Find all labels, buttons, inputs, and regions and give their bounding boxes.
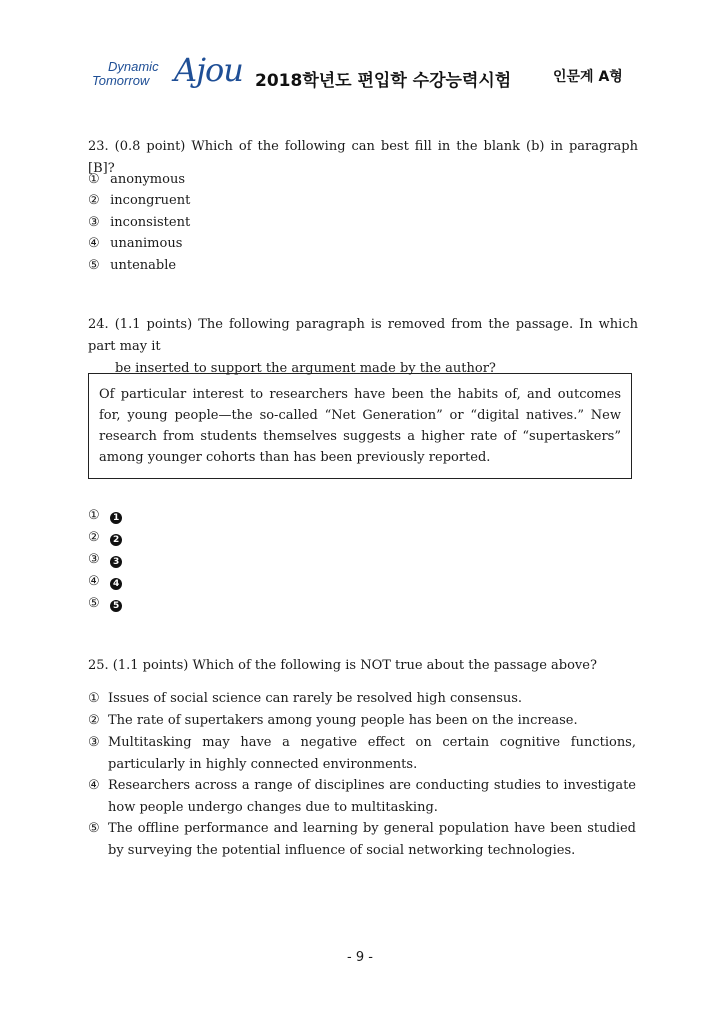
option-text: incongruent — [110, 193, 191, 208]
option-text: inconsistent — [110, 215, 191, 230]
option-number: ③ — [88, 735, 100, 750]
q23-option-4 — [88, 233, 182, 255]
option-text: Researchers across a range of disciplines are conducting studies to investigate how people undergo changes due to multitasking. — [108, 778, 636, 815]
page-header — [0, 0, 720, 120]
option-number: ② — [88, 713, 100, 728]
option-number: ④ — [88, 236, 100, 251]
option-number: ① — [88, 508, 100, 523]
q24-option-2 — [88, 527, 122, 549]
option-number: ⑤ — [88, 258, 100, 273]
option-number: ③ — [88, 552, 100, 567]
option-text: Multitasking may have a negative effect on certain cognitive functions, particularly in highly connected environments. — [108, 735, 636, 772]
question-24-prompt — [88, 314, 638, 380]
q24-option-1 — [88, 505, 122, 527]
option-text: Issues of social science can rarely be resolved high consensus. — [108, 691, 523, 706]
dingbat-number: 4 — [110, 578, 122, 590]
ajou-logo — [92, 51, 243, 112]
question-25-prompt: 25. (1.1 points) Which of the following is NOT true about the passage above? — [88, 658, 597, 673]
option-text: The rate of supertakers among young people has been on the increase. — [108, 713, 578, 728]
question-24-prompt-line1: 24. (1.1 points) The following paragraph is removed from the passage. In which part may it — [88, 317, 638, 354]
option-number: ② — [88, 193, 100, 208]
q25-option-2 — [88, 710, 636, 732]
dingbat-number: 2 — [110, 534, 122, 546]
q24-option-4 — [88, 571, 122, 593]
question-25 — [88, 655, 638, 677]
logo-brand: Ajou — [174, 51, 243, 89]
q23-option-3 — [88, 212, 190, 234]
q24-option-3 — [88, 549, 122, 571]
inserted-paragraph-box: Of particular interest to researchers have been the habits of, and outcomes for, young people—the so-called “Net Generation” or “digital natives.” New research from students themselves suggests a higher rate of “supertaskers” among younger cohorts than has been previously reported. — [88, 373, 632, 479]
option-number: ⑤ — [88, 596, 100, 611]
q24-option-5 — [88, 593, 122, 615]
logo-text-dynamic: Dynamic — [108, 59, 159, 74]
q23-option-5 — [88, 255, 176, 277]
question-24 — [88, 314, 638, 380]
exam-type: 인문계 A형 — [553, 69, 623, 85]
logo-text-tomorrow: Tomorrow — [92, 73, 150, 88]
option-number: ① — [88, 691, 100, 706]
question-23-prompt: 23. (0.8 point) Which of the following can best fill in the blank (b) in paragraph [B]? — [88, 139, 638, 176]
q25-option-4 — [88, 775, 636, 819]
option-number: ③ — [88, 215, 100, 230]
option-number: ④ — [88, 574, 100, 589]
option-text: unanimous — [110, 236, 183, 251]
option-text: anonymous — [110, 172, 186, 187]
page-number: - 9 - — [347, 950, 373, 965]
q25-option-3 — [88, 732, 636, 776]
option-number: ① — [88, 172, 100, 187]
option-number: ⑤ — [88, 821, 100, 836]
option-text: untenable — [110, 258, 177, 273]
dingbat-number: 5 — [110, 600, 122, 612]
dingbat-number: 1 — [110, 512, 122, 524]
q23-option-2 — [88, 190, 190, 212]
q25-option-5 — [88, 818, 636, 862]
q25-option-1 — [88, 688, 636, 710]
q23-option-1 — [88, 169, 185, 191]
option-text: The offline performance and learning by general population have been studied by surveying the potential influence of social networking technologies. — [108, 821, 636, 858]
exam-title: 2018학년도 편입학 수강능력시험 — [255, 71, 512, 91]
option-number: ② — [88, 530, 100, 545]
option-number: ④ — [88, 778, 100, 793]
dingbat-number: 3 — [110, 556, 122, 568]
question-24-prompt-line2: be inserted to support the argument made by the author? — [115, 361, 496, 376]
